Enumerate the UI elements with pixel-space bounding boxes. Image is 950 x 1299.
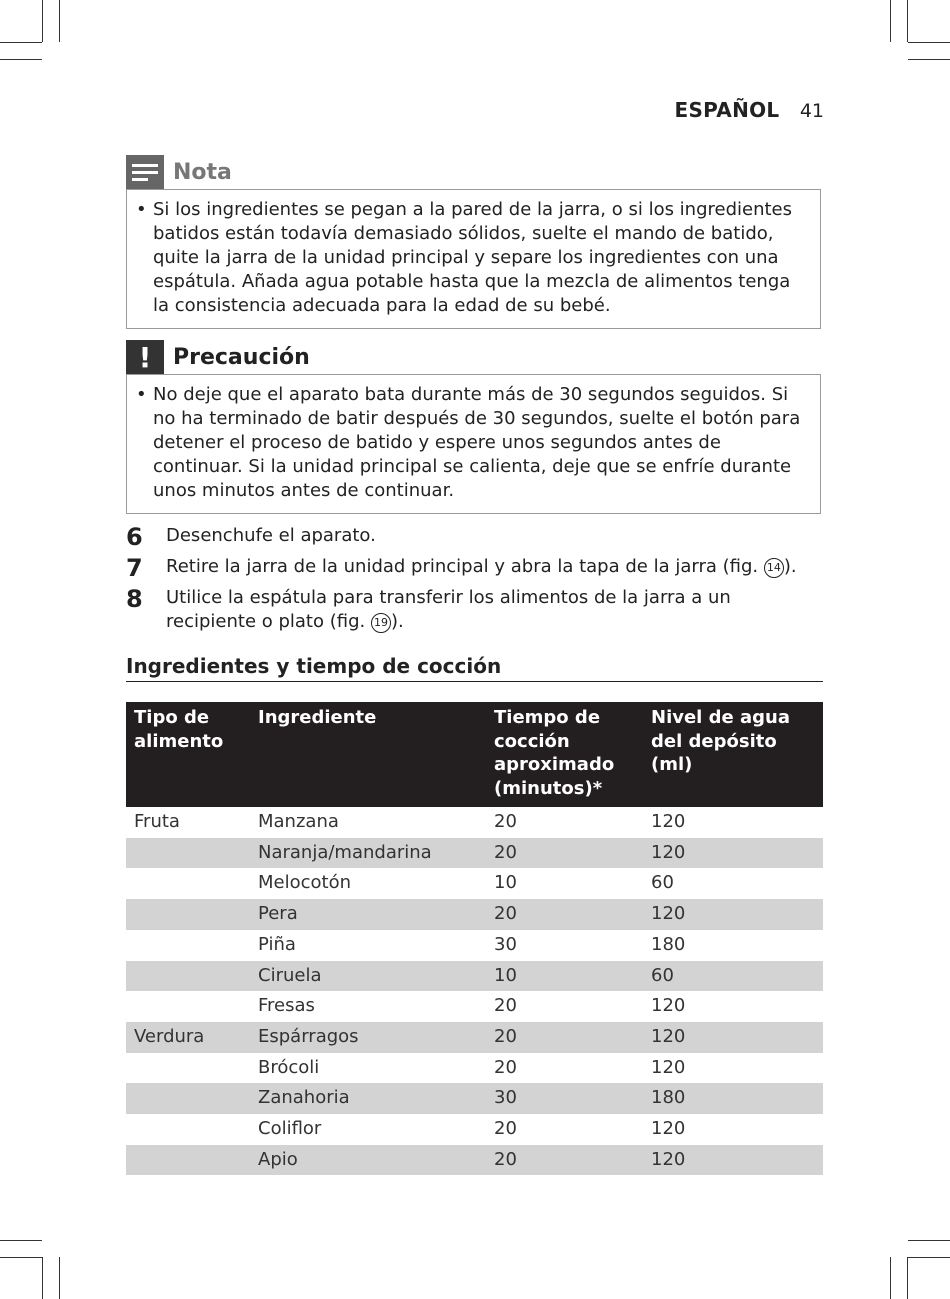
step-number: 7 [126, 554, 143, 582]
cell-cooking-time: 20 [486, 899, 643, 930]
crop-mark [0, 59, 42, 60]
note-icon [126, 155, 164, 189]
cell-water-level: 180 [643, 1083, 823, 1114]
crop-mark [907, 1257, 908, 1299]
step-text [166, 586, 826, 634]
cell-water-level: 120 [651, 1118, 686, 1140]
crop-mark [908, 1240, 950, 1241]
cell-ingredient: Manzana [258, 811, 339, 832]
table-row [126, 991, 823, 1022]
cell-cooking-time: 20 [494, 1056, 517, 1078]
cell-cooking-time: 20 [494, 811, 517, 832]
step-text-suffix: ). [783, 556, 797, 577]
note-box [126, 189, 821, 329]
note-title: Nota [173, 159, 232, 185]
cell-ingredient: Apio [250, 1145, 486, 1176]
step-text-main: Desenchufe el aparato. [166, 525, 376, 546]
exclamation-icon: ! [126, 340, 164, 374]
cell-water-level: 120 [651, 811, 686, 832]
cell-water-level: 120 [643, 1022, 823, 1053]
cell-food-type: Verdura [126, 1022, 250, 1053]
cell-ingredient: Pera [250, 899, 486, 930]
step-item [126, 555, 826, 581]
cell-food-type: Fruta [134, 811, 180, 832]
cell-water-level: 120 [643, 899, 823, 930]
caution-title-bar [126, 340, 310, 374]
cell-cooking-time: 20 [486, 1022, 643, 1053]
table-row [126, 807, 823, 838]
cell-ingredient: Coliflor [258, 1118, 322, 1140]
cell-cooking-time: 10 [494, 872, 517, 894]
cell-water-level: 60 [651, 872, 674, 894]
step-number: 8 [126, 585, 143, 613]
table-row [126, 838, 823, 869]
cell-cooking-time: 20 [494, 995, 517, 1017]
page-number: 41 [799, 100, 824, 122]
step-item [126, 524, 826, 550]
caution-title: Precaución [173, 344, 310, 370]
crop-mark [59, 1257, 60, 1299]
table-row [126, 930, 823, 961]
step-text-main: Utilice la espátula para transferir los alimentos de la jarra a un recipiente o plato (fig. [166, 587, 731, 632]
cell-food-type [126, 1145, 250, 1176]
table-row [126, 1022, 823, 1053]
cell-cooking-time: 20 [494, 1118, 517, 1140]
cell-ingredient: Naranja/mandarina [250, 838, 486, 869]
table-body [126, 807, 823, 1175]
crop-mark [0, 1240, 42, 1241]
cell-cooking-time: 10 [486, 961, 643, 992]
crop-mark [42, 1257, 43, 1299]
crop-mark [59, 0, 60, 42]
table-header-row [126, 702, 823, 807]
crop-mark [890, 1257, 891, 1299]
table-row [126, 899, 823, 930]
cell-cooking-time: 30 [494, 933, 517, 955]
table-row [126, 961, 823, 992]
cell-ingredient: Espárragos [250, 1022, 486, 1053]
cell-water-level: 120 [651, 1056, 686, 1078]
cell-cooking-time: 20 [486, 838, 643, 869]
cell-food-type [126, 1114, 250, 1145]
crop-mark [908, 42, 950, 43]
crop-mark [907, 0, 908, 42]
language-label: ESPAÑOL [674, 98, 780, 122]
crop-mark [908, 1257, 950, 1258]
crop-mark [890, 0, 891, 42]
note-title-bar [126, 155, 232, 189]
column-header-cooking-time: Tiempo de cocción aproximado (minutos)* [486, 702, 643, 807]
cell-food-type [126, 961, 250, 992]
cell-ingredient: Brócoli [258, 1056, 320, 1078]
column-header-water-level: Nivel de agua del depósito (ml) [643, 702, 823, 807]
cell-ingredient: Zanahoria [250, 1083, 486, 1114]
cell-food-type [126, 838, 250, 869]
crop-mark [0, 1257, 42, 1258]
cell-food-type [126, 991, 250, 1022]
cell-food-type [126, 868, 250, 899]
table-row [126, 1053, 823, 1084]
table-row [126, 1114, 823, 1145]
cell-ingredient: Ciruela [250, 961, 486, 992]
figure-reference: 19 [371, 613, 391, 633]
column-header-ingredient: Ingrediente [250, 702, 486, 807]
cell-water-level: 180 [651, 933, 686, 955]
table-row [126, 1083, 823, 1114]
cell-food-type [126, 930, 250, 961]
cell-water-level: 120 [643, 1145, 823, 1176]
figure-reference: 14 [764, 558, 784, 578]
cell-ingredient: Melocotón [258, 872, 352, 894]
table-row [126, 1145, 823, 1176]
note-item: • Si los ingredientes se pegan a la pared de la jarra, o si los ingredientes batidos están todavía demasiado sólidos, suelte el mando de batido, quite la jarra de la unidad principal y separe los ingredientes con una espátula. Añada agua potable hasta que la mezcla de alimentos tenga la consistencia adecuada para la edad de su bebé. [153, 198, 810, 318]
step-text [166, 555, 826, 581]
crop-mark [42, 0, 43, 42]
cell-water-level: 120 [643, 838, 823, 869]
cell-cooking-time: 30 [486, 1083, 643, 1114]
crop-mark [908, 59, 950, 60]
page-header [675, 98, 825, 122]
cell-ingredient: Fresas [258, 995, 315, 1017]
step-text [166, 524, 826, 550]
cell-food-type [126, 899, 250, 930]
cell-food-type [126, 1083, 250, 1114]
cell-food-type [126, 1053, 250, 1084]
step-text-main: Retire la jarra de la unidad principal y abra la tapa de la jarra (fig. [166, 556, 764, 577]
cooking-table [126, 702, 823, 1175]
cell-cooking-time: 20 [486, 1145, 643, 1176]
column-header-food-type: Tipo de alimento [126, 702, 250, 807]
step-item [126, 586, 826, 634]
table-row [126, 868, 823, 899]
cell-water-level: 120 [651, 995, 686, 1017]
caution-box [126, 374, 821, 514]
steps-list [126, 524, 826, 639]
section-title: Ingredientes y tiempo de cocción [126, 654, 823, 682]
cell-ingredient: Piña [258, 933, 296, 955]
cell-water-level: 60 [643, 961, 823, 992]
crop-mark [0, 42, 42, 43]
step-text-suffix: ). [390, 611, 404, 632]
caution-item: • No deje que el aparato bata durante más de 30 segundos seguidos. Si no ha terminado de batir después de 30 segundos, suelte el botón para detener el proceso de batido y espere unos segundos antes de continuar. Si la unidad principal se calienta, deje que se enfríe durante unos minutos antes de continuar. [153, 383, 810, 503]
step-number: 6 [126, 523, 143, 551]
